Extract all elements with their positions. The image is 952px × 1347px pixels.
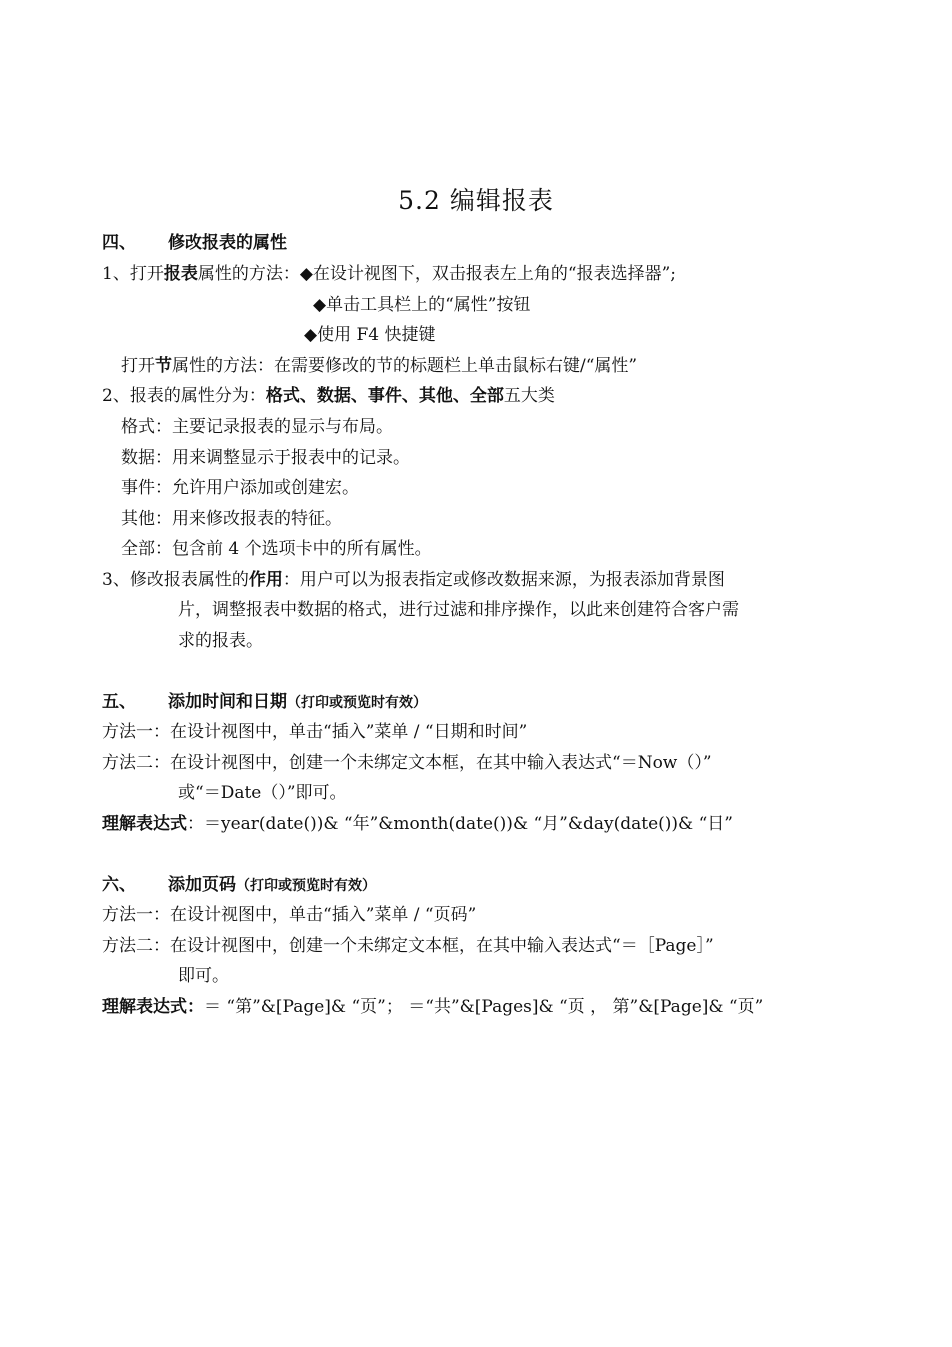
item-3-line-2: 片，调整报表中数据的格式，进行过滤和排序操作，以此来创建符合客户需 xyxy=(178,600,739,620)
section-6-expression-text: ＝ “第”&[Page]& “页”； ＝“共”&[Pages]& “页 ， 第”&[Page]& “页” xyxy=(204,997,764,1017)
item-3-bold: 作用 xyxy=(248,570,283,590)
section-4-heading xyxy=(102,231,287,255)
section-6-number: 六、 xyxy=(102,875,136,895)
section-open-rest: 属性的方法：在需要修改的节的标题栏上单击鼠标右键/“属性” xyxy=(172,356,638,376)
section-6-expression xyxy=(102,995,763,1019)
section-5-number: 五、 xyxy=(102,692,136,712)
item-2-bold: 格式、数据、事件、其他、全部 xyxy=(265,386,504,406)
item-1-bold: 报表 xyxy=(163,264,198,284)
property-data: 数据：用来调整显示于报表中的记录。 xyxy=(121,448,410,468)
section-6-heading xyxy=(102,873,376,898)
item-3-line-1 xyxy=(102,568,725,592)
property-all: 全部：包含前 4 个选项卡中的所有属性。 xyxy=(121,539,432,559)
item-1-line-3: ◆使用 F4 快捷键 xyxy=(304,325,436,345)
item-2-line xyxy=(102,384,555,408)
section-5-method-2-line-2: 或“＝Date（）”即可。 xyxy=(178,783,347,803)
item-1-line-2: ◆单击工具栏上的“属性”按钮 xyxy=(313,295,531,315)
item-3-prefix: 3、修改报表属性的 xyxy=(102,570,249,590)
property-other: 其他：用来修改报表的特征。 xyxy=(121,509,342,529)
item-1-line-1 xyxy=(102,262,676,286)
section-6-method-2-line-2: 即可。 xyxy=(178,966,229,986)
item-1-rest: 属性的方法：◆在设计视图下，双击报表左上角的“报表选择器”; xyxy=(197,264,677,284)
item-1-prefix: 1、打开 xyxy=(102,264,164,284)
property-event: 事件：允许用户添加或创建宏。 xyxy=(121,478,359,498)
section-6-expression-label: 理解表达式： xyxy=(102,997,204,1017)
section-5-method-1: 方法一：在设计视图中，单击“插入”菜单 / “日期和时间” xyxy=(102,722,528,742)
property-format: 格式：主要记录报表的显示与布局。 xyxy=(121,417,393,437)
section-5-expression xyxy=(102,812,733,836)
section-5-expression-text: ：＝year(date())& “年”&month(date())& “月”&day(date())& “日” xyxy=(187,814,733,834)
section-6-method-1: 方法一：在设计视图中，单击“插入”菜单 / “页码” xyxy=(102,905,477,925)
item-2-rest: 五大类 xyxy=(503,386,555,406)
section-5-expression-label: 理解表达式 xyxy=(102,814,187,834)
section-5-note: （打印或预览时有效） xyxy=(287,695,427,711)
section-6-title: 添加页码 xyxy=(168,875,236,895)
section-5-heading xyxy=(102,690,427,715)
section-open-prefix: 打开 xyxy=(121,356,155,376)
section-5-method-2: 方法二：在设计视图中，创建一个未绑定文本框，在其中输入表达式“＝Now（）” xyxy=(102,753,712,773)
section-4-title: 修改报表的属性 xyxy=(168,233,287,253)
section-5-title: 添加时间和日期 xyxy=(168,692,287,712)
page-title: 5.2 编辑报表 xyxy=(398,186,554,215)
item-3-rest: ：用户可以为报表指定或修改数据来源，为报表添加背景图 xyxy=(282,570,725,590)
section-property-line xyxy=(121,354,637,378)
item-3-line-3: 求的报表。 xyxy=(178,631,263,651)
section-4-number: 四、 xyxy=(102,233,136,253)
section-6-note: （打印或预览时有效） xyxy=(236,878,376,894)
section-6-method-2: 方法二：在设计视图中，创建一个未绑定文本框，在其中输入表达式“＝［Page］” xyxy=(102,936,714,956)
section-open-bold: 节 xyxy=(155,356,172,376)
item-2-prefix: 2、报表的属性分为： xyxy=(102,386,266,406)
